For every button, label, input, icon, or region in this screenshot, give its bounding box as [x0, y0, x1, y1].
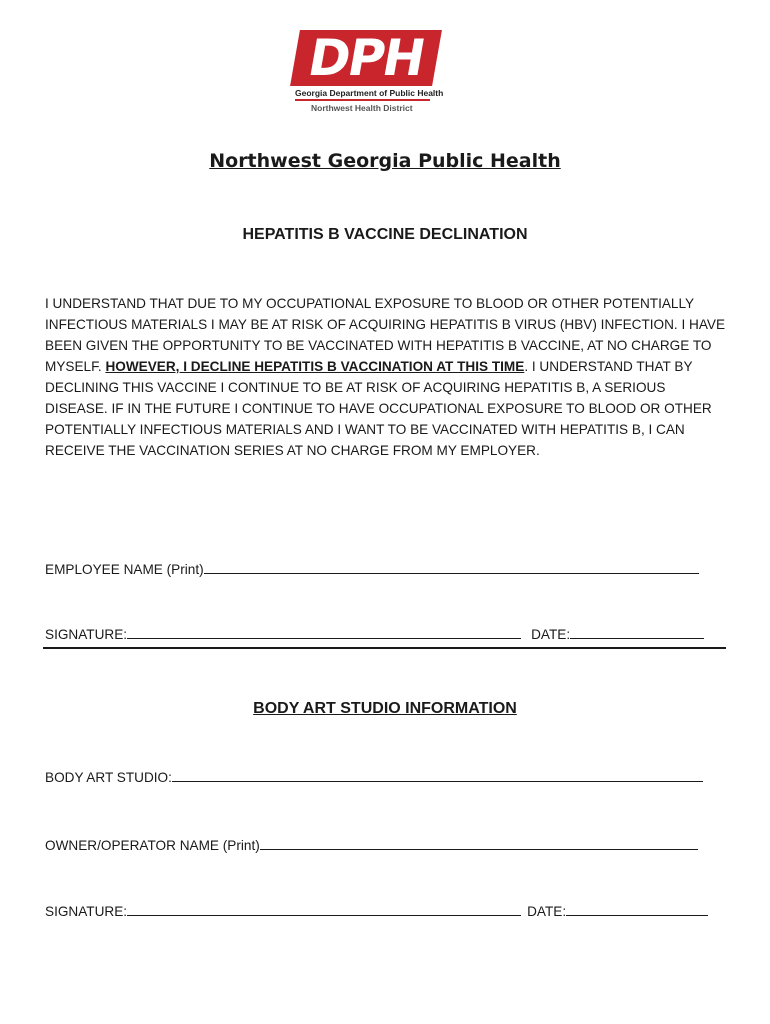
statement-emphasis: HOWEVER, I DECLINE HEPATITIS B VACCINATION AT THIS TIME [105, 359, 525, 374]
body-art-studio-field [45, 769, 703, 785]
employee-name-label: EMPLOYEE NAME (Print) [45, 562, 204, 577]
studio-section-title: BODY ART STUDIO INFORMATION [253, 700, 517, 717]
owner-name-label: OWNER/OPERATOR NAME (Print) [45, 838, 260, 853]
logo-district-name: Northwest Health District [311, 103, 413, 113]
studio-signature-row [45, 903, 708, 919]
employee-date-input[interactable] [570, 626, 704, 639]
employee-name-input[interactable] [204, 561, 699, 574]
logo-mark: DPH [290, 30, 442, 86]
form-subtitle: HEPATITIS B VACCINE DECLINATION [242, 226, 528, 243]
statement-text-part1: I UNDERSTAND THAT DUE TO MY OCCUPATIONAL EXPOSURE TO BLOOD OR OTHER POTENTIALLY INFECTIOUS MATERIALS I MAY BE AT RISK OF ACQUIRING HEPATITIS B VIRUS (HBV) INFECTION. I HAVE BEEN GIVEN THE OPPORTUNITY TO BE VACCINATED WITH HEPATITIS B VACCINE, AT NO CHARGE TO MYSELF. [45, 296, 726, 374]
section-divider [43, 647, 726, 649]
studio-signature-input[interactable] [127, 903, 521, 916]
employee-name-field [45, 561, 699, 577]
declination-statement [45, 293, 730, 461]
employee-signature-row [45, 626, 704, 642]
employee-date-label: DATE: [531, 627, 571, 642]
employee-signature-input[interactable] [127, 626, 521, 639]
logo-rule [295, 99, 430, 101]
logo-org-name: Georgia Department of Public Health [295, 88, 444, 98]
employee-signature-label: SIGNATURE: [45, 627, 128, 642]
owner-name-input[interactable] [260, 837, 698, 850]
dph-logo [295, 30, 445, 116]
body-art-studio-label: BODY ART STUDIO: [45, 770, 172, 785]
statement-text-part2: . I UNDERSTAND THAT BY DECLINING THIS VACCINE I CONTINUE TO BE AT RISK OF ACQUIRING HEPATITIS B, A SERIOUS DISEASE. IF IN THE FUTURE I CONTINUE TO HAVE OCCUPATIONAL EXPOSURE TO BLOOD OR OTHER POTENTIALLY INFECTIOUS MATERIALS AND I WANT TO BE VACCINATED WITH HEPATITIS B, I CAN RECEIVE THE VACCINATION SERIES AT NO CHARGE FROM MY EMPLOYER. [45, 359, 712, 458]
owner-name-field [45, 837, 698, 853]
body-art-studio-input[interactable] [172, 769, 703, 782]
studio-signature-label: SIGNATURE: [45, 904, 128, 919]
studio-date-label: DATE: [527, 904, 567, 919]
page-title: Northwest Georgia Public Health [209, 150, 561, 172]
studio-date-input[interactable] [566, 903, 708, 916]
